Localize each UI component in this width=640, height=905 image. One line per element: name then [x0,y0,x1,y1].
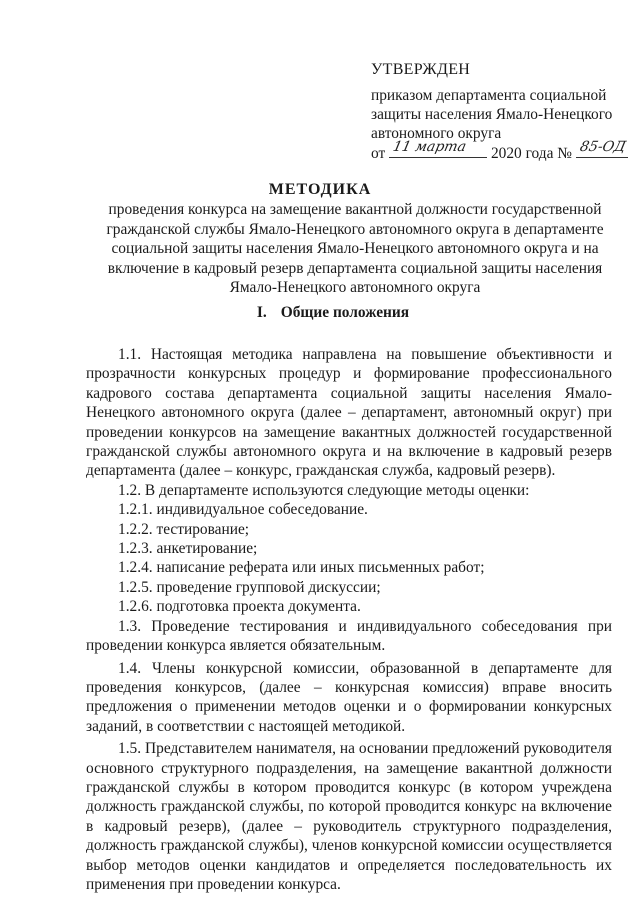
method-item: 1.2.4. написание реферата или иных письменных работ; [118,559,485,577]
date-prefix: от [371,145,386,162]
paragraph-1-2: 1.2. В департаменте используются следующие методы оценки: [118,481,530,499]
paragraph-1-1: 1.1. Настоящая методика направлена на повышение объективности и прозрачности конкурсных процедур и формирование профессионального кадрового состава департамента социальной защиты населения Ямало-Ненецкого автономного округа (далее – департамент, автономный округ) при проведении конкурсов на замещение вакантных должностей государственной гражданской службы автономного округа и на включение в кадровый резерв департамента (далее – конкурс, гражданская служба, кадровый резерв). [86,346,612,480]
section-title: Общие положения [280,304,410,321]
order-number-field [576,139,628,158]
date-field [389,139,487,158]
paragraph-1-4: 1.4. Члены конкурсной комиссии, образованной в департаменте для проведения конкурсов, (далее – конкурсная комиссия) вправе вносить предложения о применении методов оценки и о формировании конкурсных заданий, в соответствии с настоящей методикой. [86,659,612,735]
document-title: МЕТОДИКА [268,181,372,198]
method-item: 1.2.1. индивидуальное собеседование. [118,501,368,519]
method-item: 1.2.5. проведение групповой дискуссии; [118,578,381,596]
date-year: 2020 года № [490,145,572,162]
method-item: 1.2.3. анкетирование; [118,540,258,558]
document-subtitle: проведения конкурса на замещение вакантной должности государственной гражданской службы Ямало-Ненецкого автономного округа в департаменте социальной защиты населения Ямало-Ненецкого автономного округа и на включение в кадровый резерв департамента социальной защиты населения Ямало-Ненецкого автономного округа [106,201,604,297]
approval-date-line [371,139,628,163]
section-number: I. [256,304,267,321]
paragraph-1-3: 1.3. Проведение тестирования и индивидуального собеседования при проведении конкурса является обязательным. [86,617,612,655]
paragraph-1-5: 1.5. Представителем нанимателя, на основании предложений руководителя основного структурного подразделения, на замещение вакантной должности гражданской службы в котором проводится конкурс (в котором учреждена должность гражданской службы, по которой проводится конкурс на включение в кадровый резерв), (далее – руководитель структурного подразделения, должность гражданской службы), членов конкурсной комиссии осуществляется выбор методов оценки кандидатов и определяется последовательность их применения при проведении конкурса. [86,740,612,893]
approval-title: УТВЕРЖДЕН [371,61,471,78]
document-body [86,345,612,894]
approval-line: автономного округа [371,125,502,142]
approval-block [371,60,628,163]
handwritten-order-number: 85-ОД [578,139,628,155]
approval-line: приказом департамента социальной [371,87,607,104]
section-heading [0,304,640,322]
method-item: 1.2.6. подготовка проекта документа. [118,598,361,616]
approval-line: защиты населения Ямало-Ненецкого [371,106,613,123]
handwritten-date: 11 марта [391,139,468,155]
method-item: 1.2.2. тестирование; [118,520,250,538]
